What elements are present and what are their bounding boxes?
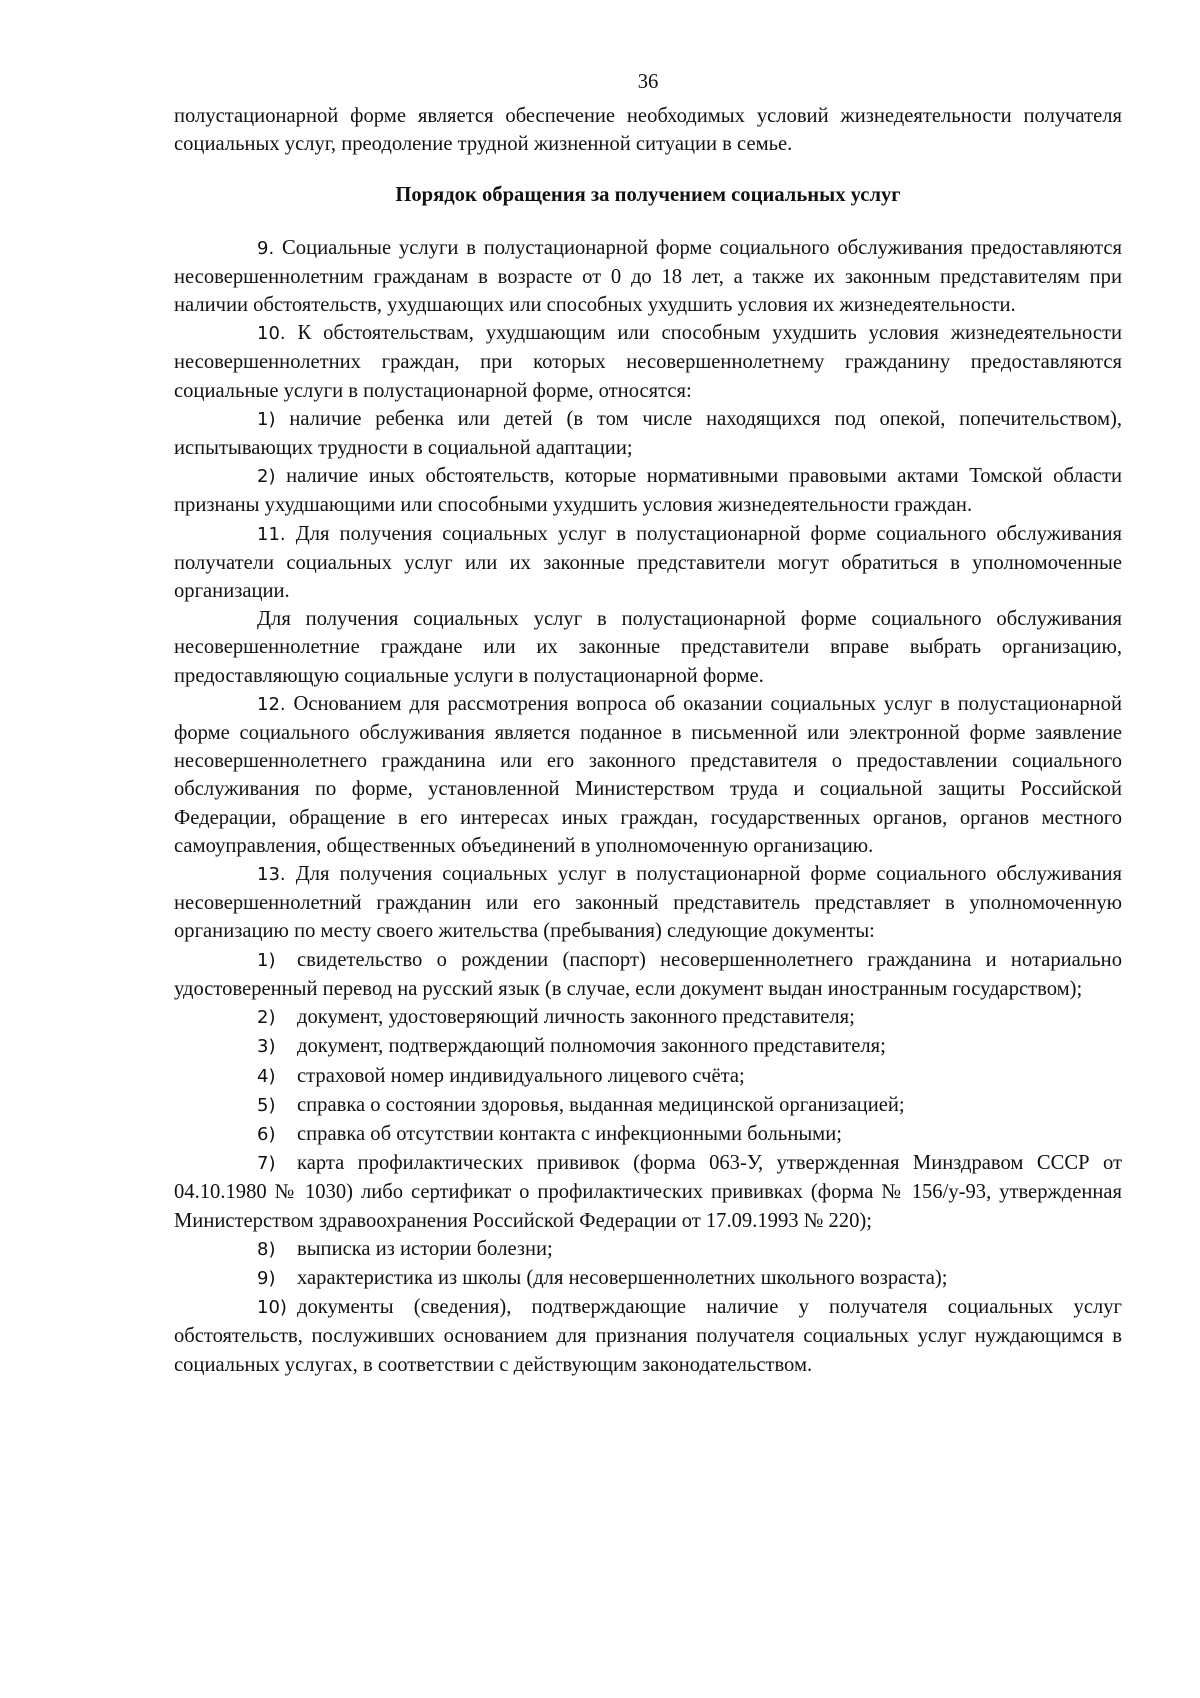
item-text: Для получения социальных услуг в полустационарной форме социального обслуживания несовершеннолетние граждане или их законные представители вправе выбрать организацию, предоставляющую социальные услуги в полустационарной форме. bbox=[174, 608, 1122, 687]
item-text: справка о состоянии здоровья, выданная медицинской организацией; bbox=[297, 1093, 905, 1116]
paragraph-10 bbox=[174, 319, 1122, 405]
item-text: страховой номер индивидуального лицевого счёта; bbox=[297, 1064, 745, 1087]
item-number: 4) bbox=[257, 1065, 276, 1087]
document-item-9 bbox=[174, 1264, 1122, 1293]
subitem-1 bbox=[174, 405, 1122, 462]
item-text: документ, удостоверяющий личность законного представителя; bbox=[297, 1006, 855, 1029]
item-number: 1) bbox=[257, 408, 276, 430]
item-text: характеристика из школы (для несовершеннолетних школьного возраста); bbox=[297, 1266, 948, 1289]
item-text: К обстоятельствам, ухудшающим или способным ухудшить условия жизнедеятельности несовершеннолетних граждан, при которых несовершеннолетнему гражданину предоставляются социальные услуги в полустационарной форме, относятся: bbox=[174, 322, 1122, 402]
document-item-4 bbox=[174, 1062, 1122, 1091]
item-text: Для получения социальных услуг в полустационарной форме социального обслуживания получатели социальных услуг или их законные представители могут обратиться в уполномоченные организации. bbox=[174, 522, 1122, 603]
document-item-1 bbox=[174, 946, 1122, 1003]
item-number: 12. bbox=[257, 693, 286, 715]
paragraph-11-continuation bbox=[174, 605, 1122, 690]
page-number: 36 bbox=[637, 71, 659, 93]
document-item-6 bbox=[174, 1120, 1122, 1149]
item-number: 10) bbox=[257, 1297, 287, 1319]
item-number: 13. bbox=[257, 864, 286, 886]
section-heading: Порядок обращения за получением социальных услуг bbox=[395, 184, 901, 207]
item-text: Для получения социальных услуг в полустационарной форме социального обслуживания несовершеннолетний гражданин или его законный представитель представляет в уполномоченную организацию по месту своего жительства (пребывания) следующие документы: bbox=[174, 863, 1122, 943]
paragraph-11 bbox=[174, 520, 1122, 606]
document-item-3 bbox=[174, 1032, 1122, 1061]
item-text: карта профилактических прививок (форма 063-У, утвержденная Минздравом СССР от 04.10.1980 № 1030) либо сертификат о профилактических прививках (форма № 156/у-93, утвержденная Министерством здравоохранения Российской Федерации от 17.09.1993 № 220); bbox=[174, 1152, 1122, 1232]
item-number: 7) bbox=[257, 1153, 276, 1175]
document-item-7 bbox=[174, 1149, 1122, 1235]
item-number: 2) bbox=[257, 466, 276, 488]
item-number: 2) bbox=[257, 1007, 276, 1029]
intro-paragraph: полустационарной форме является обеспечение необходимых условий жизнедеятельности получателя социальных услуг, преодоление трудной жизненной ситуации в семье. bbox=[174, 105, 1122, 156]
item-text: Основанием для рассмотрения вопроса об оказании социальных услуг в полустационарной форме социального обслуживания является поданное в письменной или электронной форме заявление несовершеннолетнего гражданина или его законного представителя о предоставлении социального обслуживания по форме, установленной Министерством труда и социальной защиты Российской Федерации, обращение в его интересах иных граждан, государственных органов, органов местного самоуправления, общественных объединений в уполномоченную организацию. bbox=[174, 692, 1122, 857]
item-text: документ, подтверждающий полномочия законного представителя; bbox=[297, 1035, 886, 1058]
item-number: 10. bbox=[257, 323, 286, 345]
item-number: 1) bbox=[257, 949, 276, 971]
item-text: справка об отсутствии контакта с инфекционными больными; bbox=[297, 1122, 842, 1145]
document-item-5 bbox=[174, 1091, 1122, 1120]
item-text: документы (сведения), подтверждающие наличие у получателя социальных услуг обстоятельств, послуживших основанием для признания получателя социальных услуг нуждающимся в социальных услугах, в соответствии с действующим законодательством. bbox=[174, 1296, 1122, 1376]
item-number: 3) bbox=[257, 1036, 276, 1058]
document-item-10 bbox=[174, 1293, 1122, 1379]
item-text: выписка из истории болезни; bbox=[297, 1237, 553, 1260]
item-text: Социальные услуги в полустационарной форме социального обслуживания предоставляются несовершеннолетним гражданам в возрасте от 0 до 18 лет, а также их законным представителям при наличии обстоятельств, ухудшающих или способных ухудшить условия их жизнедеятельности. bbox=[174, 236, 1122, 317]
subitem-2 bbox=[174, 462, 1122, 519]
document-item-8 bbox=[174, 1235, 1122, 1264]
item-number: 9) bbox=[257, 1267, 276, 1289]
item-number: 11. bbox=[257, 523, 286, 545]
item-number: 8) bbox=[257, 1238, 276, 1260]
item-text: свидетельство о рождении (паспорт) несовершеннолетнего гражданина и нотариально удостоверенный перевод на русский язык (в случае, если документ выдан иностранным государством); bbox=[174, 948, 1122, 1000]
item-text: наличие иных обстоятельств, которые нормативными правовыми актами Томской области признаны ухудшающими или способными ухудшить условия жизнедеятельности граждан. bbox=[174, 465, 1122, 517]
item-number: 9. bbox=[257, 237, 275, 259]
item-number: 5) bbox=[257, 1094, 276, 1116]
document-page bbox=[174, 68, 1122, 1379]
item-text: наличие ребенка или детей (в том числе находящихся под опекой, попечительством), испытывающих трудности в социальной адаптации; bbox=[174, 407, 1122, 460]
item-number: 6) bbox=[257, 1123, 276, 1145]
paragraph-12 bbox=[174, 690, 1122, 860]
paragraph-13 bbox=[174, 860, 1122, 946]
paragraph-9 bbox=[174, 234, 1122, 320]
document-item-2 bbox=[174, 1003, 1122, 1032]
